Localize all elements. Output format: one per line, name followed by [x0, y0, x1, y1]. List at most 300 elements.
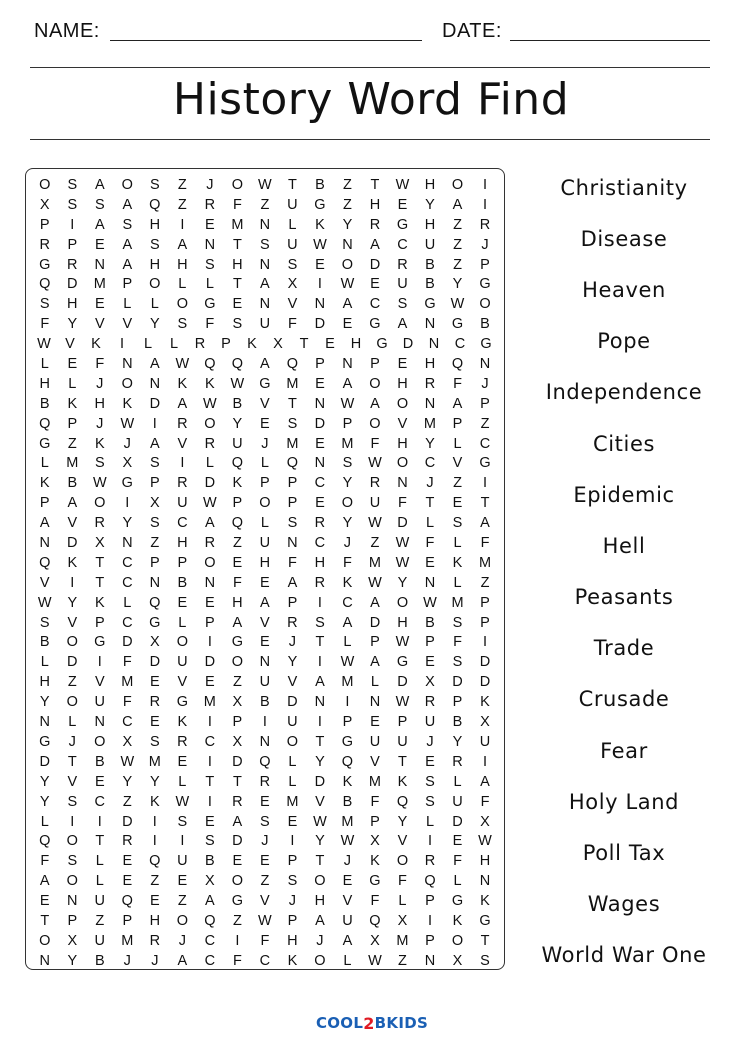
grid-letter[interactable]: K	[287, 952, 298, 969]
grid-letter[interactable]: W	[203, 495, 217, 512]
grid-letter[interactable]: Z	[370, 535, 380, 552]
grid-letter[interactable]: J	[343, 853, 352, 870]
grid-letter[interactable]: H	[149, 216, 161, 233]
grid-letter[interactable]: N	[424, 395, 436, 412]
grid-letter[interactable]: C	[479, 435, 491, 452]
grid-letter[interactable]: S	[149, 515, 160, 532]
grid-letter[interactable]: T	[95, 833, 105, 850]
grid-letter[interactable]: R	[194, 336, 206, 353]
grid-letter[interactable]: Q	[204, 912, 216, 929]
grid-letter[interactable]: Z	[232, 674, 242, 691]
grid-letter[interactable]: S	[177, 316, 188, 333]
grid-letter[interactable]: S	[397, 296, 408, 313]
grid-letter[interactable]: N	[122, 356, 133, 373]
grid-letter[interactable]: M	[286, 435, 299, 452]
grid-letter[interactable]: V	[397, 415, 408, 432]
grid-letter[interactable]: H	[39, 375, 50, 392]
grid-letter[interactable]: G	[39, 733, 51, 750]
grid-letter[interactable]: K	[342, 574, 353, 591]
grid-letter[interactable]: E	[149, 674, 160, 691]
grid-letter[interactable]: G	[480, 336, 492, 353]
grid-letter[interactable]: J	[123, 435, 131, 452]
grid-letter[interactable]: X	[273, 336, 283, 353]
grid-letter[interactable]: A	[342, 296, 353, 313]
grid-letter[interactable]: K	[177, 714, 188, 731]
grid-letter[interactable]: B	[232, 395, 243, 412]
grid-letter[interactable]: Z	[453, 256, 462, 273]
grid-letter[interactable]: R	[397, 256, 408, 273]
grid-letter[interactable]: G	[231, 893, 243, 910]
grid-letter[interactable]: W	[37, 336, 51, 353]
grid-letter[interactable]: P	[67, 415, 78, 432]
grid-letter[interactable]: S	[425, 793, 435, 810]
grid-letter[interactable]: E	[425, 554, 435, 571]
grid-letter[interactable]: D	[232, 753, 243, 770]
grid-letter[interactable]: Z	[260, 873, 270, 890]
grid-letter[interactable]: O	[396, 594, 409, 611]
grid-letter[interactable]: W	[175, 356, 190, 373]
grid-letter[interactable]: A	[67, 495, 78, 512]
grid-letter[interactable]: Z	[232, 912, 242, 929]
grid-letter[interactable]: O	[66, 694, 78, 711]
grid-letter[interactable]: K	[67, 395, 78, 412]
grid-letter[interactable]: E	[122, 853, 133, 870]
grid-letter[interactable]: G	[259, 375, 271, 392]
grid-letter[interactable]: Z	[343, 196, 352, 213]
grid-letter[interactable]: E	[67, 356, 78, 373]
grid-letter[interactable]: X	[480, 813, 490, 830]
grid-letter[interactable]: S	[67, 793, 78, 810]
grid-letter[interactable]: I	[427, 833, 432, 850]
grid-letter[interactable]: L	[178, 276, 187, 293]
grid-letter[interactable]: I	[152, 813, 157, 830]
grid-letter[interactable]: Y	[342, 515, 353, 532]
grid-letter[interactable]: P	[67, 236, 78, 253]
grid-letter[interactable]: P	[370, 356, 380, 373]
grid-letter[interactable]: N	[259, 256, 271, 273]
grid-letter[interactable]: M	[93, 276, 106, 293]
grid-letter[interactable]: N	[428, 336, 440, 353]
grid-letter[interactable]: S	[149, 733, 160, 750]
grid-letter[interactable]: L	[370, 674, 379, 691]
grid-letter[interactable]: L	[288, 773, 297, 790]
grid-letter[interactable]: S	[67, 853, 78, 870]
grid-letter[interactable]: Y	[315, 753, 325, 770]
grid-letter[interactable]: P	[149, 475, 160, 492]
grid-letter[interactable]: S	[452, 654, 463, 671]
grid-letter[interactable]: H	[259, 554, 271, 571]
grid-letter[interactable]: M	[341, 435, 354, 452]
grid-letter[interactable]: L	[95, 853, 104, 870]
grid-letter[interactable]: D	[149, 654, 161, 671]
grid-letter[interactable]: W	[120, 415, 135, 432]
grid-letter[interactable]: Z	[95, 912, 105, 929]
grid-letter[interactable]: C	[314, 475, 326, 492]
grid-letter[interactable]: X	[122, 733, 133, 750]
grid-letter[interactable]: F	[287, 316, 297, 333]
grid-letter[interactable]: Q	[259, 753, 271, 770]
grid-letter[interactable]: O	[204, 415, 216, 432]
grid-letter[interactable]: M	[341, 813, 354, 830]
grid-letter[interactable]: D	[369, 256, 381, 273]
grid-letter[interactable]: A	[177, 236, 188, 253]
grid-letter[interactable]: M	[423, 415, 437, 432]
grid-letter[interactable]: N	[122, 535, 133, 552]
grid-letter[interactable]: E	[315, 375, 325, 392]
grid-letter[interactable]: Y	[67, 952, 78, 969]
grid-letter[interactable]: Z	[398, 952, 407, 969]
grid-letter[interactable]: C	[204, 932, 216, 949]
grid-letter[interactable]: S	[480, 952, 490, 969]
grid-letter[interactable]: C	[122, 714, 133, 731]
grid-letter[interactable]: L	[205, 276, 214, 293]
grid-letter[interactable]: L	[205, 455, 214, 472]
grid-letter[interactable]: Z	[150, 873, 160, 890]
grid-letter[interactable]: W	[395, 634, 410, 651]
grid-letter[interactable]: L	[40, 654, 49, 671]
grid-letter[interactable]: R	[424, 375, 436, 392]
grid-letter[interactable]: V	[342, 893, 353, 910]
grid-letter[interactable]: G	[39, 435, 51, 452]
grid-letter[interactable]: F	[232, 196, 242, 213]
grid-letter[interactable]: N	[479, 356, 491, 373]
grid-letter[interactable]: E	[452, 495, 463, 512]
grid-letter[interactable]: Q	[424, 873, 436, 890]
grid-letter[interactable]: W	[395, 177, 410, 193]
grid-letter[interactable]: W	[340, 276, 355, 293]
grid-letter[interactable]: K	[94, 594, 105, 611]
grid-letter[interactable]: S	[287, 415, 298, 432]
grid-letter[interactable]: Q	[231, 356, 243, 373]
grid-letter[interactable]: Z	[480, 574, 490, 591]
grid-letter[interactable]: E	[342, 873, 353, 890]
grid-letter[interactable]: M	[148, 753, 161, 770]
grid-letter[interactable]: E	[232, 853, 243, 870]
grid-letter[interactable]: N	[424, 316, 436, 333]
grid-letter[interactable]: O	[39, 932, 51, 949]
grid-letter[interactable]: H	[424, 216, 436, 233]
grid-letter[interactable]: A	[342, 932, 353, 949]
grid-letter[interactable]: B	[425, 276, 435, 293]
grid-letter[interactable]: I	[97, 813, 102, 830]
grid-letter[interactable]: A	[370, 236, 380, 253]
grid-letter[interactable]: P	[39, 495, 50, 512]
grid-letter[interactable]: O	[259, 495, 271, 512]
grid-letter[interactable]: Y	[39, 773, 50, 790]
grid-letter[interactable]: R	[149, 694, 161, 711]
grid-letter[interactable]: B	[315, 177, 325, 193]
grid-letter[interactable]: D	[397, 515, 408, 532]
grid-letter[interactable]: U	[479, 733, 491, 750]
grid-letter[interactable]: X	[39, 196, 50, 213]
grid-letter[interactable]: H	[424, 356, 436, 373]
grid-letter[interactable]: A	[177, 952, 188, 969]
grid-letter[interactable]: I	[180, 455, 185, 472]
grid-letter[interactable]: J	[206, 177, 214, 193]
grid-letter[interactable]: I	[317, 654, 322, 671]
grid-letter[interactable]: K	[122, 395, 133, 412]
grid-letter[interactable]: R	[232, 793, 243, 810]
grid-letter[interactable]: N	[149, 574, 161, 591]
grid-letter[interactable]: L	[260, 515, 269, 532]
grid-letter[interactable]: I	[180, 833, 185, 850]
grid-letter[interactable]: F	[480, 793, 490, 810]
grid-letter[interactable]: D	[122, 813, 133, 830]
grid-letter[interactable]: W	[423, 594, 437, 611]
grid-letter[interactable]: X	[452, 952, 463, 969]
grid-letter[interactable]: D	[122, 634, 133, 651]
grid-letter[interactable]: A	[452, 395, 463, 412]
grid-letter[interactable]: M	[478, 554, 492, 571]
grid-letter[interactable]: R	[94, 515, 106, 532]
grid-letter[interactable]: B	[425, 614, 435, 631]
grid-letter[interactable]: T	[95, 574, 105, 591]
grid-letter[interactable]: E	[205, 594, 215, 611]
grid-letter[interactable]: R	[204, 435, 216, 452]
grid-letter[interactable]: H	[397, 375, 408, 392]
grid-letter[interactable]: E	[287, 813, 298, 830]
grid-letter[interactable]: C	[342, 594, 353, 611]
grid-letter[interactable]: H	[369, 196, 381, 213]
grid-letter[interactable]: Q	[341, 753, 354, 770]
grid-letter[interactable]: X	[425, 674, 435, 691]
grid-letter[interactable]: E	[205, 216, 215, 233]
grid-letter[interactable]: Q	[451, 356, 464, 373]
grid-letter[interactable]: Y	[122, 515, 133, 532]
grid-letter[interactable]: S	[205, 256, 215, 273]
grid-letter[interactable]: V	[65, 336, 75, 353]
grid-letter[interactable]: F	[95, 356, 105, 373]
grid-letter[interactable]: M	[341, 674, 354, 691]
grid-letter[interactable]: W	[175, 793, 190, 810]
grid-letter[interactable]: S	[315, 614, 325, 631]
grid-letter[interactable]: A	[287, 574, 298, 591]
grid-letter[interactable]: I	[317, 594, 322, 611]
grid-letter[interactable]: D	[67, 654, 78, 671]
grid-letter[interactable]: O	[66, 833, 78, 850]
grid-letter[interactable]: R	[39, 236, 50, 253]
grid-letter[interactable]: D	[397, 674, 408, 691]
grid-letter[interactable]: F	[232, 952, 242, 969]
grid-letter[interactable]: Q	[231, 515, 243, 532]
grid-letter[interactable]: D	[67, 276, 78, 293]
grid-letter[interactable]: X	[149, 634, 160, 651]
grid-letter[interactable]: U	[287, 236, 298, 253]
grid-letter[interactable]: F	[398, 873, 407, 890]
grid-letter[interactable]: C	[204, 952, 216, 969]
grid-letter[interactable]: J	[288, 893, 297, 910]
grid-letter[interactable]: E	[122, 873, 133, 890]
grid-letter[interactable]: L	[143, 336, 153, 353]
grid-letter[interactable]: L	[178, 614, 187, 631]
grid-letter[interactable]: Y	[397, 574, 408, 591]
grid-letter[interactable]: L	[453, 535, 462, 552]
grid-letter[interactable]: V	[452, 455, 463, 472]
grid-letter[interactable]: Q	[396, 793, 409, 810]
grid-letter[interactable]: X	[232, 694, 243, 711]
grid-letter[interactable]: N	[39, 535, 50, 552]
grid-letter[interactable]: D	[479, 674, 491, 691]
grid-letter[interactable]: L	[123, 296, 132, 313]
grid-letter[interactable]: V	[67, 614, 78, 631]
grid-letter[interactable]: K	[39, 475, 50, 492]
grid-letter[interactable]: A	[149, 356, 160, 373]
grid-letter[interactable]: I	[207, 634, 212, 651]
grid-letter[interactable]: G	[424, 296, 436, 313]
grid-letter[interactable]: G	[376, 336, 388, 353]
grid-letter[interactable]: A	[315, 912, 325, 929]
grid-letter[interactable]: H	[424, 177, 436, 193]
grid-letter[interactable]: M	[121, 932, 134, 949]
grid-letter[interactable]: I	[427, 912, 432, 929]
grid-letter[interactable]: S	[342, 455, 353, 472]
grid-letter[interactable]: G	[121, 475, 133, 492]
grid-letter[interactable]: E	[260, 415, 270, 432]
grid-letter[interactable]: O	[341, 256, 354, 273]
grid-letter[interactable]: L	[68, 375, 77, 392]
grid-letter[interactable]: K	[149, 793, 160, 810]
grid-letter[interactable]: D	[314, 773, 326, 790]
grid-letter[interactable]: U	[452, 793, 463, 810]
grid-letter[interactable]: L	[178, 773, 187, 790]
grid-letter[interactable]: Z	[260, 196, 270, 213]
grid-letter[interactable]: H	[350, 336, 362, 353]
grid-letter[interactable]: X	[205, 873, 215, 890]
grid-letter[interactable]: Y	[397, 813, 408, 830]
grid-letter[interactable]: W	[37, 594, 52, 611]
grid-letter[interactable]: C	[94, 793, 106, 810]
grid-letter[interactable]: E	[260, 793, 270, 810]
grid-letter[interactable]: Q	[149, 594, 161, 611]
grid-letter[interactable]: W	[92, 475, 107, 492]
grid-letter[interactable]: O	[314, 873, 326, 890]
grid-letter[interactable]: A	[205, 893, 215, 910]
grid-letter[interactable]: P	[39, 216, 50, 233]
grid-letter[interactable]: L	[260, 455, 269, 472]
grid-letter[interactable]: E	[425, 654, 435, 671]
grid-letter[interactable]: U	[259, 316, 271, 333]
grid-letter[interactable]: Y	[452, 276, 463, 293]
grid-letter[interactable]: R	[204, 535, 216, 552]
grid-letter[interactable]: P	[425, 932, 435, 949]
grid-letter[interactable]: N	[67, 893, 78, 910]
grid-letter[interactable]: Q	[369, 912, 381, 929]
grid-letter[interactable]: Y	[425, 196, 435, 213]
grid-letter[interactable]: U	[259, 674, 271, 691]
grid-letter[interactable]: O	[369, 415, 381, 432]
grid-letter[interactable]: I	[482, 196, 488, 213]
grid-letter[interactable]: F	[398, 495, 407, 512]
grid-letter[interactable]: H	[314, 554, 326, 571]
grid-letter[interactable]: G	[94, 634, 106, 651]
grid-letter[interactable]: F	[453, 375, 462, 392]
grid-letter[interactable]: W	[120, 753, 135, 770]
grid-letter[interactable]: N	[314, 694, 326, 711]
grid-letter[interactable]: A	[39, 873, 50, 890]
grid-letter[interactable]: J	[481, 375, 489, 392]
grid-letter[interactable]: U	[177, 495, 188, 512]
grid-letter[interactable]: T	[205, 773, 215, 790]
grid-letter[interactable]: B	[39, 634, 50, 651]
grid-letter[interactable]: X	[480, 714, 490, 731]
grid-letter[interactable]: V	[370, 753, 380, 770]
grid-letter[interactable]: Z	[480, 415, 490, 432]
grid-letter[interactable]: A	[122, 196, 133, 213]
grid-letter[interactable]: I	[152, 833, 157, 850]
grid-letter[interactable]: I	[262, 714, 267, 731]
grid-letter[interactable]: I	[119, 336, 125, 353]
grid-letter[interactable]: O	[231, 654, 243, 671]
grid-letter[interactable]: F	[453, 853, 462, 870]
grid-letter[interactable]: W	[450, 296, 465, 313]
grid-letter[interactable]: K	[91, 336, 101, 353]
grid-letter[interactable]: J	[96, 375, 104, 392]
grid-letter[interactable]: Q	[149, 853, 161, 870]
grid-letter[interactable]: Q	[204, 356, 216, 373]
grid-letter[interactable]: L	[169, 336, 179, 353]
grid-letter[interactable]: O	[66, 634, 78, 651]
grid-letter[interactable]: O	[94, 733, 106, 750]
grid-letter[interactable]: R	[177, 733, 188, 750]
grid-letter[interactable]: B	[177, 574, 188, 591]
grid-letter[interactable]: A	[122, 236, 133, 253]
grid-letter[interactable]: N	[259, 654, 271, 671]
grid-letter[interactable]: O	[451, 177, 464, 193]
grid-letter[interactable]: S	[39, 614, 50, 631]
grid-letter[interactable]: J	[288, 634, 297, 651]
grid-letter[interactable]: I	[207, 714, 212, 731]
grid-letter[interactable]: Q	[39, 415, 51, 432]
grid-letter[interactable]: Y	[342, 216, 353, 233]
grid-letter[interactable]: R	[177, 475, 188, 492]
grid-letter[interactable]: K	[452, 554, 463, 571]
grid-letter[interactable]: H	[177, 256, 188, 273]
grid-letter[interactable]: R	[424, 694, 436, 711]
grid-letter[interactable]: N	[424, 952, 436, 969]
grid-letter[interactable]: P	[287, 475, 298, 492]
grid-letter[interactable]: R	[177, 415, 188, 432]
grid-letter[interactable]: C	[177, 515, 188, 532]
grid-letter[interactable]: F	[287, 554, 297, 571]
grid-letter[interactable]: I	[482, 634, 488, 651]
grid-letter[interactable]: P	[452, 415, 463, 432]
grid-letter[interactable]: S	[94, 196, 105, 213]
grid-letter[interactable]: R	[452, 753, 463, 770]
grid-letter[interactable]: D	[369, 614, 381, 631]
grid-letter[interactable]: C	[259, 952, 271, 969]
grid-letter[interactable]: L	[453, 435, 462, 452]
grid-letter[interactable]: Y	[232, 415, 243, 432]
grid-letter[interactable]: A	[342, 614, 353, 631]
grid-letter[interactable]: I	[317, 276, 322, 293]
grid-letter[interactable]: N	[94, 256, 106, 273]
grid-letter[interactable]: Z	[453, 216, 462, 233]
grid-letter[interactable]: U	[287, 714, 298, 731]
grid-letter[interactable]: R	[149, 932, 161, 949]
grid-letter[interactable]: S	[232, 316, 243, 333]
grid-letter[interactable]: E	[39, 893, 50, 910]
grid-letter[interactable]: U	[232, 435, 243, 452]
grid-letter[interactable]: P	[370, 813, 380, 830]
grid-letter[interactable]: O	[94, 495, 106, 512]
grid-letter[interactable]: P	[122, 276, 133, 293]
grid-letter[interactable]: I	[125, 495, 130, 512]
grid-letter[interactable]: G	[204, 296, 216, 313]
grid-letter[interactable]: H	[149, 256, 161, 273]
grid-letter[interactable]: A	[39, 515, 50, 532]
grid-letter[interactable]: I	[482, 753, 488, 770]
grid-letter[interactable]: R	[287, 614, 298, 631]
